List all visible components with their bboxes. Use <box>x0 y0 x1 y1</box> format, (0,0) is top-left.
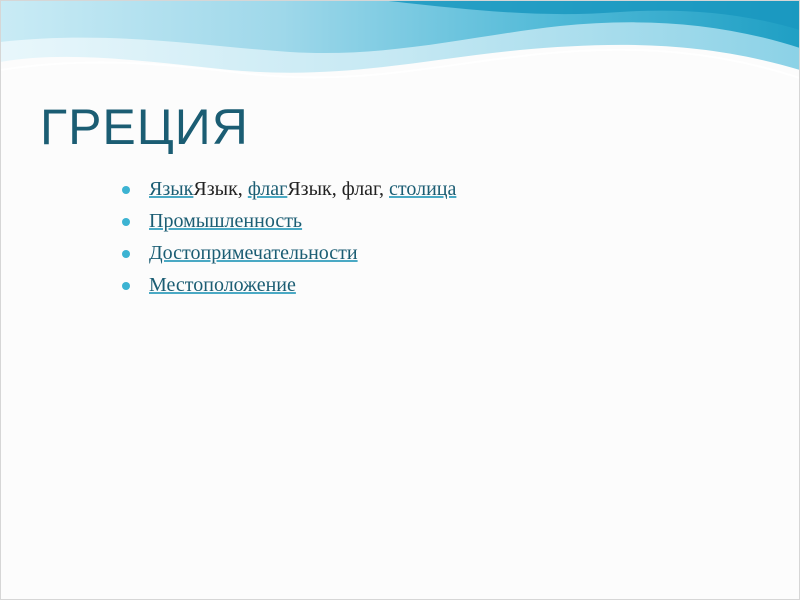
bullet-dot-icon <box>122 250 130 258</box>
list-item <box>122 208 456 240</box>
link-industry[interactable]: Промышленность <box>149 210 303 232</box>
list-item <box>122 272 456 304</box>
link-sights[interactable]: Достопримечательности <box>149 242 358 264</box>
bullet-dot-icon <box>122 282 130 290</box>
link-flag[interactable]: флаг <box>247 178 288 200</box>
item-text: Язык, флаг, <box>287 178 390 200</box>
link-capital[interactable]: столица <box>389 178 457 200</box>
list-item <box>122 240 456 272</box>
slide-title: ГРЕЦИЯ <box>40 99 249 155</box>
bullet-list <box>122 176 456 304</box>
bullet-dot-icon <box>122 186 130 194</box>
list-item <box>122 176 456 208</box>
wave-header-decoration <box>0 0 800 110</box>
item-text: Язык, <box>193 178 248 200</box>
bullet-dot-icon <box>122 218 130 226</box>
link-location[interactable]: Местоположение <box>149 274 296 296</box>
link-language[interactable]: Язык <box>149 178 194 200</box>
